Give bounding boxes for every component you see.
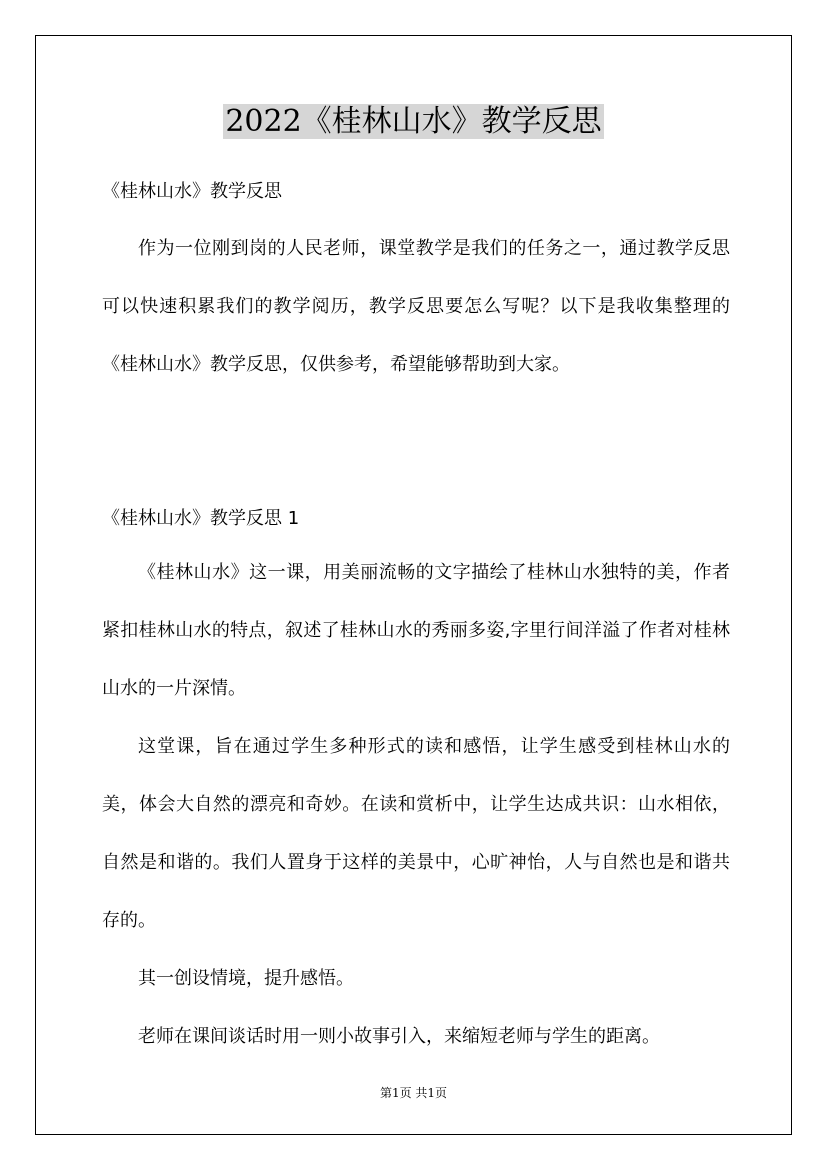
intro-paragraph xyxy=(102,220,730,394)
body-paragraph-1: 《桂林山水》这一课，用美丽流畅的文字描绘了桂林山水独特的美，作者紧扣桂林山水的特点，叙述了桂林山水的秀丽多姿,字里行间洋溢了作者对桂林山水的一片深情。 xyxy=(102,562,730,699)
body-paragraph-4: 老师在课间谈话时用一则小故事引入，来缩短老师与学生的距离。 xyxy=(138,1026,660,1047)
page-footer: 第1页 共1页 xyxy=(379,1086,448,1100)
intro-text: 作为一位刚到岗的人民老师，课堂教学是我们的任务之一，通过教学反思可以快速积累我们的教学阅历，教学反思要怎么写呢？以下是我收集整理的《桂林山水》教学反思，仅供参考，希望能够帮助到大家。 xyxy=(102,238,730,375)
section-body xyxy=(102,544,730,1066)
body-paragraph-2: 这堂课，旨在通过学生多种形式的读和感悟，让学生感受到桂林山水的美，体会大自然的漂亮和奇妙。在读和赏析中，让学生达成共识：山水相依，自然是和谐的。我们人置身于这样的美景中，心旷神怡，人与自然也是和谐共存的。 xyxy=(102,736,730,931)
section-heading: 《桂林山水》教学反思 1 xyxy=(102,508,300,529)
title-text: 2022《桂林山水》教学反思 xyxy=(225,104,602,139)
body-paragraph-3: 其一创设情境，提升感悟。 xyxy=(138,968,354,989)
subtitle: 《桂林山水》教学反思 xyxy=(102,181,282,202)
document-title xyxy=(0,100,827,144)
